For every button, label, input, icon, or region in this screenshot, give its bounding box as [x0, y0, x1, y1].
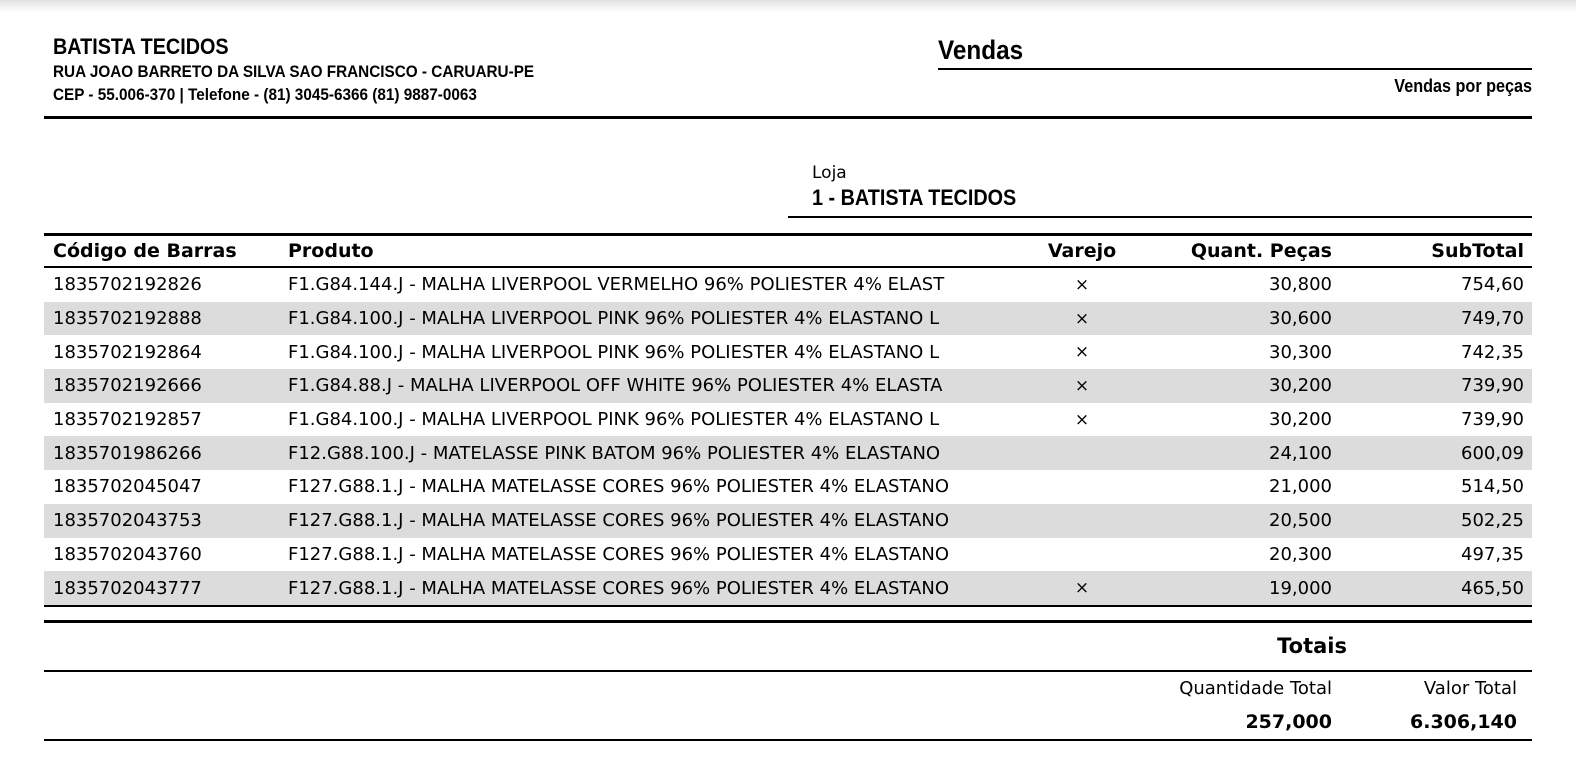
product-cell: F127.G88.1.J - MALHA MATELASSE CORES 96% POLIESTER 4% ELASTANO	[288, 510, 950, 532]
company-name: BATISTA TECIDOS	[53, 34, 229, 59]
value-total-label: Valor Total	[1423, 678, 1517, 699]
retail-flag: ×	[1074, 342, 1090, 363]
table-row	[44, 504, 1532, 538]
product-cell: F12.G88.100.J - MATELASSE PINK BATOM 96% POLIESTER 4% ELASTANO	[288, 442, 941, 464]
quantity-cell: 24,100	[1269, 442, 1332, 464]
totals-bottom-divider	[44, 739, 1532, 741]
barcode-cell: 1835702043753	[53, 510, 202, 532]
store-label: Loja	[812, 163, 847, 183]
table-row	[44, 571, 1532, 605]
table-row	[44, 470, 1532, 504]
company-block	[53, 34, 588, 106]
table-header-row	[44, 233, 1532, 268]
subtotal-cell: 742,35	[1461, 341, 1524, 363]
product-cell: F1.G84.100.J - MALHA LIVERPOOL PINK 96% POLIESTER 4% ELASTANO L	[288, 409, 940, 431]
barcode-cell: 1835702192666	[53, 375, 202, 397]
retail-flag: ×	[1074, 409, 1090, 430]
subtotal-cell: 465,50	[1461, 577, 1524, 599]
barcode-cell: 1835701986266	[53, 442, 202, 464]
quantity-cell: 30,200	[1269, 409, 1332, 431]
quantity-cell: 30,300	[1269, 341, 1332, 363]
retail-column-header: Varejo	[1047, 240, 1117, 262]
product-cell: F1.G84.100.J - MALHA LIVERPOOL PINK 96% POLIESTER 4% ELASTANO L	[288, 341, 940, 363]
report-title-block	[938, 33, 1532, 98]
barcode-cell: 1835702192857	[53, 409, 202, 431]
product-cell: F1.G84.100.J - MALHA LIVERPOOL PINK 96% POLIESTER 4% ELASTANO L	[288, 308, 940, 330]
report-title-underline	[938, 33, 1532, 70]
product-column-header: Produto	[288, 240, 374, 262]
subtotal-cell: 600,09	[1461, 442, 1524, 464]
subtotal-cell: 754,60	[1461, 274, 1524, 296]
subtotal-cell: 502,25	[1461, 510, 1524, 532]
report-content	[44, 0, 1532, 784]
barcode-cell: 1835702043777	[53, 577, 202, 599]
totals-title: Totais	[1277, 634, 1347, 658]
quantity-total-label: Quantidade Total	[1179, 678, 1332, 699]
barcode-cell: 1835702043760	[53, 543, 202, 565]
subtotal-cell: 497,35	[1461, 543, 1524, 565]
totals-labels-row	[44, 672, 1532, 705]
subtotal-cell: 739,90	[1461, 375, 1524, 397]
table-row	[44, 436, 1532, 470]
retail-flag: ×	[1074, 375, 1090, 396]
table-row	[44, 369, 1532, 403]
subtotal-cell: 749,70	[1461, 308, 1524, 330]
product-cell: F1.G84.144.J - MALHA LIVERPOOL VERMELHO 96% POLIESTER 4% ELAST	[288, 274, 945, 296]
quantity-cell: 21,000	[1269, 476, 1332, 498]
barcode-cell: 1835702045047	[53, 476, 202, 498]
product-cell: F127.G88.1.J - MALHA MATELASSE CORES 96% POLIESTER 4% ELASTANO	[288, 577, 950, 599]
store-section	[788, 162, 1532, 218]
product-cell: F127.G88.1.J - MALHA MATELASSE CORES 96% POLIESTER 4% ELASTANO	[288, 543, 950, 565]
product-cell: F127.G88.1.J - MALHA MATELASSE CORES 96% POLIESTER 4% ELASTANO	[288, 476, 950, 498]
table-row	[44, 403, 1532, 437]
report-subtitle: Vendas por peças	[1394, 76, 1532, 96]
sales-table	[44, 233, 1532, 607]
company-address: RUA JOAO BARRETO DA SILVA SAO FRANCISCO - CARUARU-PE	[53, 62, 535, 81]
store-name: 1 - BATISTA TECIDOS	[812, 185, 1017, 210]
quantity-cell: 30,600	[1269, 308, 1332, 330]
retail-flag: ×	[1074, 578, 1090, 599]
barcode-cell: 1835702192888	[53, 308, 202, 330]
table-row	[44, 335, 1532, 369]
totals-section	[44, 620, 1532, 741]
table-row	[44, 302, 1532, 336]
subtotal-cell: 739,90	[1461, 409, 1524, 431]
quantity-cell: 30,800	[1269, 274, 1332, 296]
value-total-value: 6.306,140	[1410, 711, 1517, 733]
quantity-cell: 30,200	[1269, 375, 1332, 397]
totals-values-row	[44, 705, 1532, 739]
report-title: Vendas	[938, 35, 1024, 65]
barcode-cell: 1835702192864	[53, 341, 202, 363]
retail-flag: ×	[1074, 308, 1090, 329]
company-contact: CEP - 55.006-370 | Telefone - (81) 3045-6366 (81) 9887-0063	[53, 85, 477, 104]
barcode-cell: 1835702192826	[53, 274, 202, 296]
table-row	[44, 268, 1532, 302]
quantity-total-value: 257,000	[1245, 711, 1332, 733]
quantity-cell: 20,500	[1269, 510, 1332, 532]
quantity-cell: 20,300	[1269, 543, 1332, 565]
product-cell: F1.G84.88.J - MALHA LIVERPOOL OFF WHITE 96% POLIESTER 4% ELASTA	[288, 375, 943, 397]
quantity-cell: 19,000	[1269, 577, 1332, 599]
subtotal-cell: 514,50	[1461, 476, 1524, 498]
header-divider	[44, 116, 1532, 119]
table-body	[44, 268, 1532, 607]
subtotal-column-header: SubTotal	[1431, 240, 1524, 262]
barcode-column-header: Código de Barras	[53, 240, 237, 262]
quantity-column-header: Quant. Peças	[1190, 240, 1332, 262]
table-row	[44, 538, 1532, 572]
retail-flag: ×	[1074, 274, 1090, 295]
